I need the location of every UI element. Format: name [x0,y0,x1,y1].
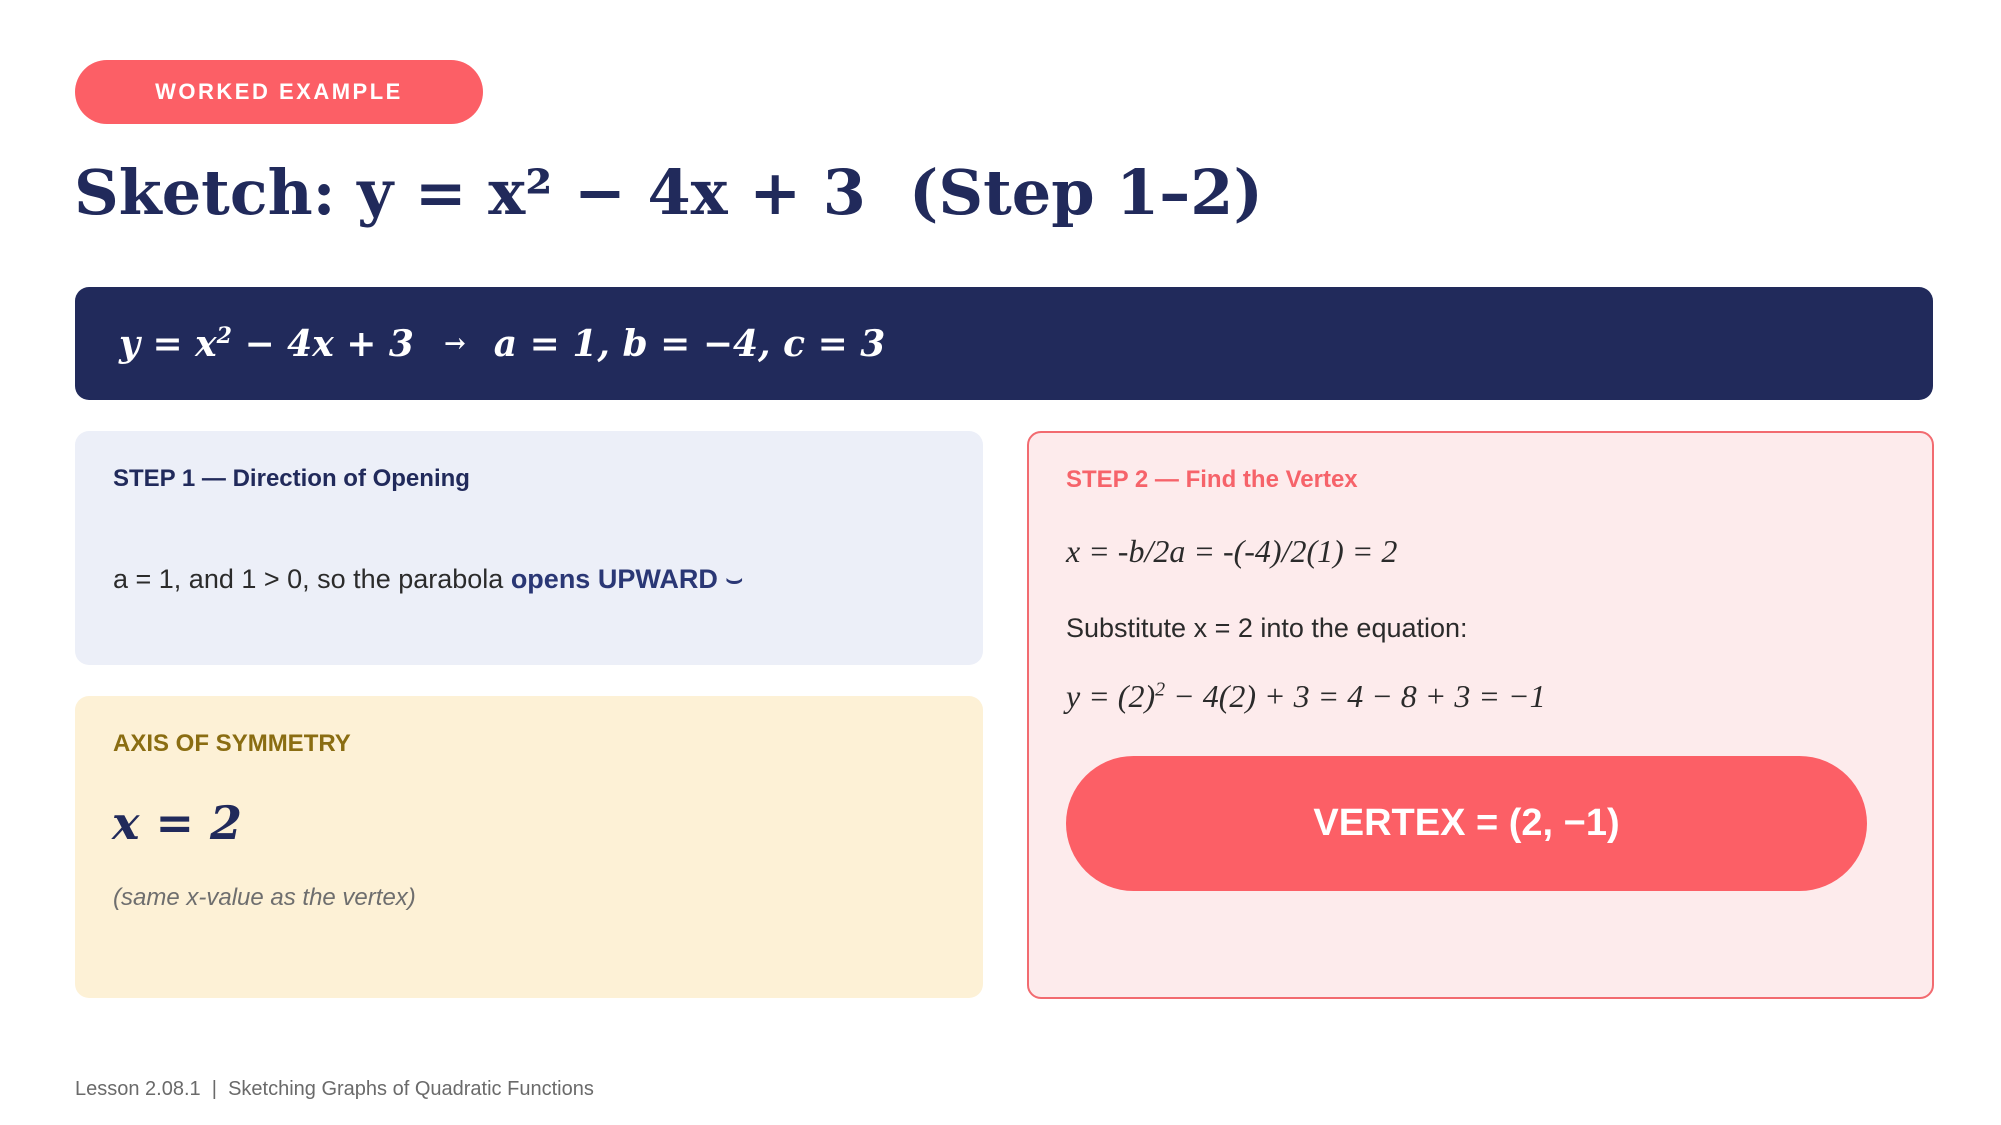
axis-note: (same x-value as the vertex) [113,884,416,911]
opens-upward-emphasis: opens UPWARD ⌣ [510,564,744,594]
coefficients: a = 1, b = −4, c = 3 [493,322,886,365]
footer-lesson-label: Lesson 2.08.1 | Sketching Graphs of Quadratic Functions [75,1078,594,1100]
vertex-result: VERTEX = (2, −1) [1066,756,1867,891]
axis-equation: x = 2 [112,796,243,850]
equation-banner [75,287,1933,400]
vertex-x-formula: x = -b/2a = -(-4)/2(1) = 2 [1066,533,1398,569]
equation: $y = x^2 - 4x + 3$ [119,322,414,365]
step1-card [75,431,983,665]
step2-card [1027,431,1934,999]
axis-of-symmetry-card [75,696,983,998]
step1-title: STEP 1 — Direction of Opening [113,465,470,492]
vertex-y-calculation: $y = (2)^2 - 4(2) + 3 = 4 - 8 + 3 = -1$ [1066,678,1546,714]
arrow-icon: → [443,328,466,359]
axis-title: AXIS OF SYMMETRY [113,730,351,757]
substitute-instruction: Substitute x = 2 into the equation: [1066,613,1468,643]
worked-example-badge: WORKED EXAMPLE [75,60,483,124]
step2-title: STEP 2 — Find the Vertex [1066,466,1358,493]
page-title: Sketch: y = x² − 4x + 3 (Step 1–2) [74,156,1263,229]
step1-text: a = 1, and 1 > 0, so the parabola opens UPWARD ⌣ [113,564,744,594]
